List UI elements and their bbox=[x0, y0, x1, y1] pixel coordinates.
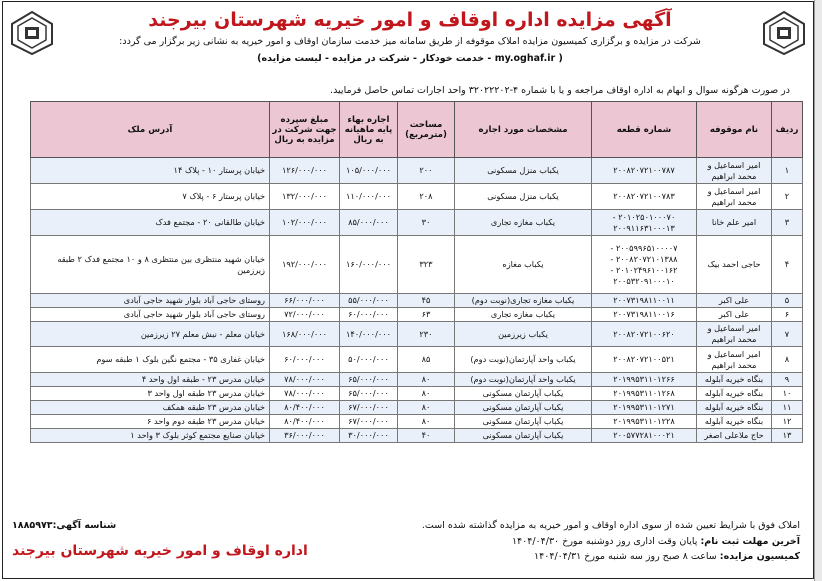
table-row bbox=[31, 347, 803, 373]
cell-deposit: ۳۶/۰۰۰/۰۰۰ bbox=[270, 429, 340, 443]
cell-no: ۱۳ bbox=[772, 429, 803, 443]
cell-area: ۸۰ bbox=[398, 373, 455, 387]
cell-rent: ۶۷/۰۰۰/۰۰۰ bbox=[340, 401, 398, 415]
table-row bbox=[31, 210, 803, 236]
cell-desc: یکباب زیرزمین bbox=[455, 322, 592, 347]
cell-rent: ۵۵/۰۰۰/۰۰۰ bbox=[340, 294, 398, 308]
cell-no: ۵ bbox=[772, 294, 803, 308]
cell-deposit: ۱۳۲/۰۰۰/۰۰۰ bbox=[270, 184, 340, 210]
cell-plot: ۲۰۱۹۹۵۳۱۱۰۱۲۶۶ bbox=[592, 373, 697, 387]
intro-path: ( my.oghaf.ir - خدمت خودکار - شرکت در مزایده - لیست مزایده) bbox=[257, 53, 563, 64]
cell-plot: ۲۰۰۷۳۱۹۸۱۱۰۰۱۱ bbox=[592, 294, 697, 308]
cell-area: ۳۲۳ bbox=[398, 236, 455, 294]
cell-address: خیابان معلم - نبش معلم ۲۷ زیرزمین bbox=[31, 322, 270, 347]
page-edge bbox=[814, 0, 822, 581]
cell-area: ۶۳ bbox=[398, 308, 455, 322]
cell-name: بنگاه خیریه آبلوله bbox=[697, 373, 772, 387]
cell-area: ۳۰ bbox=[398, 210, 455, 236]
cell-rent: ۶۵/۰۰۰/۰۰۰ bbox=[340, 373, 398, 387]
cell-desc: یکباب مغازه تجاری bbox=[455, 210, 592, 236]
cell-desc: یکباب واحد آپارتمان(نوبت دوم) bbox=[455, 347, 592, 373]
cell-rent: ۵۰/۰۰۰/۰۰۰ bbox=[340, 347, 398, 373]
cell-desc: یکباب مغازه تجاری bbox=[455, 308, 592, 322]
cell-name: حاج ملاعلی اصغر bbox=[697, 429, 772, 443]
cell-rent: ۶۰/۰۰۰/۰۰۰ bbox=[340, 308, 398, 322]
cell-name: امیر اسماعیل و محمد ابراهیم bbox=[697, 347, 772, 373]
deadline-label: آخرین مهلت ثبت نام: bbox=[700, 536, 800, 547]
cell-address: خیابان پرستار ۶ - پلاک ۷ bbox=[31, 184, 270, 210]
cell-rent: ۱۶۰/۰۰۰/۰۰۰ bbox=[340, 236, 398, 294]
commission-value: ساعت ۸ صبح روز سه شنبه مورخ ۱۴۰۴/۰۴/۳۱ bbox=[534, 551, 717, 562]
cell-plot: ۲۰۰۸۲۰۷۲۱۰۰۵۲۱ bbox=[592, 347, 697, 373]
organization-name: اداره اوقاف و امور خیریه شهرستان بیرجند bbox=[12, 543, 308, 559]
cell-desc: یکباب منزل مسکونی bbox=[455, 158, 592, 184]
cell-desc: یکباب آپارتمان مسکونی bbox=[455, 401, 592, 415]
cell-address: روستای حاجی آباد بلوار شهید حاجی آبادی bbox=[31, 308, 270, 322]
cell-area: ۲۳۰ bbox=[398, 322, 455, 347]
cell-name: علی اکبر bbox=[697, 308, 772, 322]
cell-rent: ۱۱۰/۰۰۰/۰۰۰ bbox=[340, 184, 398, 210]
table-row bbox=[31, 373, 803, 387]
col-header-deposit: مبلغ سپرده جهت شرکت در مزایده به ریال bbox=[270, 102, 340, 158]
cell-name: علی اکبر bbox=[697, 294, 772, 308]
cell-address: خیابان پرستار ۱۰ - پلاک ۱۴ bbox=[31, 158, 270, 184]
deadline-value: پایان وقت اداری روز دوشنبه مورخ ۱۴۰۴/۰۴/۳۰ bbox=[511, 536, 698, 547]
cell-rent: ۶۵/۰۰۰/۰۰۰ bbox=[340, 387, 398, 401]
cell-deposit: ۷۸/۰۰۰/۰۰۰ bbox=[270, 373, 340, 387]
table-row bbox=[31, 401, 803, 415]
cell-name: امیر اسماعیل و محمد ابراهیم bbox=[697, 184, 772, 210]
cell-plot: ۲۰۰۸۲۰۷۲۱۰۰۶۲۰ bbox=[592, 322, 697, 347]
cell-no: ۷ bbox=[772, 322, 803, 347]
table-row bbox=[31, 322, 803, 347]
table-row bbox=[31, 429, 803, 443]
cell-deposit: ۸۰/۴۰۰/۰۰۰ bbox=[270, 401, 340, 415]
cell-no: ۸ bbox=[772, 347, 803, 373]
cell-desc: یکباب مغازه bbox=[455, 236, 592, 294]
table-row bbox=[31, 294, 803, 308]
cell-plot: ۲۰۱۹۹۵۳۱۱۰۱۲۷۱ bbox=[592, 401, 697, 415]
col-header-plot: شماره قطعه bbox=[592, 102, 697, 158]
cell-plot: ۲۰۱۹۹۵۳۱۱۰۱۲۲۸ bbox=[592, 415, 697, 429]
table-header-row bbox=[31, 102, 803, 158]
cell-area: ۸۰ bbox=[398, 415, 455, 429]
cell-area: ۸۰ bbox=[398, 401, 455, 415]
cell-rent: ۱۴۰/۰۰۰/۰۰۰ bbox=[340, 322, 398, 347]
cell-desc: یکباب واحد آپارتمان(نوبت دوم) bbox=[455, 373, 592, 387]
cell-deposit: ۱۰۲/۰۰۰/۰۰۰ bbox=[270, 210, 340, 236]
cell-address: خیابان مدرس ۲۳ طبقه دوم واحد ۶ bbox=[31, 415, 270, 429]
cell-address: خیابان مدرس ۲۳ طبقه اول واحد ۳ bbox=[31, 387, 270, 401]
cell-address: خیابان طالقانی ۲۰ - مجتمع فدک bbox=[31, 210, 270, 236]
cell-name: بنگاه خیریه آبلوله bbox=[697, 401, 772, 415]
col-header-area: مساحت (مترمربع) bbox=[398, 102, 455, 158]
ad-number: شناسه آگهی:۱۸۸۵۹۷۳ bbox=[12, 520, 117, 531]
cell-name: بنگاه خیریه آبلوله bbox=[697, 415, 772, 429]
cell-name: بنگاه خیریه آبلوله bbox=[697, 387, 772, 401]
cell-rent: ۶۷/۰۰۰/۰۰۰ bbox=[340, 415, 398, 429]
endowment-logo-icon bbox=[762, 10, 806, 56]
cell-plot: ۲۰۰۷۳۱۹۸۱۱۰۰۱۶ bbox=[592, 308, 697, 322]
cell-deposit: ۱۹۲/۰۰۰/۰۰۰ bbox=[270, 236, 340, 294]
col-header-row-number: ردیف bbox=[772, 102, 803, 158]
cell-rent: ۱۰۵/۰۰۰/۰۰۰ bbox=[340, 158, 398, 184]
cell-desc: یکباب منزل مسکونی bbox=[455, 184, 592, 210]
commission-label: کمیسیون مزایده: bbox=[719, 551, 800, 562]
cell-desc: یکباب آپارتمان مسکونی bbox=[455, 429, 592, 443]
cell-no: ۹ bbox=[772, 373, 803, 387]
table-row bbox=[31, 308, 803, 322]
col-header-description: مشخصات مورد اجاره bbox=[455, 102, 592, 158]
cell-no: ۴ bbox=[772, 236, 803, 294]
cell-plot: ۲۰۰۸۲۰۷۲۱۰۰۷۸۷ bbox=[592, 158, 697, 184]
col-header-endowment: نام موقوفه bbox=[697, 102, 772, 158]
cell-no: ۱۲ bbox=[772, 415, 803, 429]
cell-rent: ۳۰/۰۰۰/۰۰۰ bbox=[340, 429, 398, 443]
cell-plot: ۲۰۱۹۹۵۳۱۱۰۱۲۶۸ bbox=[592, 387, 697, 401]
cell-deposit: ۷۲/۰۰۰/۰۰۰ bbox=[270, 308, 340, 322]
cell-area: ۲۰۸ bbox=[398, 184, 455, 210]
col-header-address: آدرس ملک bbox=[31, 102, 270, 158]
page-title: آگهی مزایده اداره اوقاف و امور خیریه شهرستان بیرجند bbox=[148, 9, 672, 31]
cell-no: ۱۱ bbox=[772, 401, 803, 415]
table-row bbox=[31, 236, 803, 294]
cell-area: ۴۰ bbox=[398, 429, 455, 443]
cell-address: خیابان مدرس ۲۳ طبقه همکف bbox=[31, 401, 270, 415]
cell-deposit: ۱۶۸/۰۰۰/۰۰۰ bbox=[270, 322, 340, 347]
cell-deposit: ۷۸/۰۰۰/۰۰۰ bbox=[270, 387, 340, 401]
auction-table bbox=[30, 101, 802, 443]
col-header-rent: اجاره بهاء پایه ماهیانه به ریال bbox=[340, 102, 398, 158]
table-row bbox=[31, 184, 803, 210]
cell-name: امیر علم خانا bbox=[697, 210, 772, 236]
cell-deposit: ۸۰/۴۰۰/۰۰۰ bbox=[270, 415, 340, 429]
cell-plot: ۲۰۰۸۲۰۷۲۱۰۰۷۸۳ bbox=[592, 184, 697, 210]
cell-address: روستای حاجی آباد بلوار شهید حاجی آبادی bbox=[31, 294, 270, 308]
cell-no: ۳ bbox=[772, 210, 803, 236]
cell-deposit: ۶۶/۰۰۰/۰۰۰ bbox=[270, 294, 340, 308]
cell-deposit: ۶۰/۰۰۰/۰۰۰ bbox=[270, 347, 340, 373]
cell-area: ۸۵ bbox=[398, 347, 455, 373]
cell-address: خیابان شهید منتظری بین منتظری ۸ و ۱۰ مجتمع فدک ۲ طبقه زیرزمین bbox=[31, 236, 270, 294]
cell-address: خیابان غفاری ۳۵ - مجتمع نگین بلوک ۱ طبقه سوم bbox=[31, 347, 270, 373]
table-row bbox=[31, 387, 803, 401]
cell-rent: ۸۵/۰۰۰/۰۰۰ bbox=[340, 210, 398, 236]
endowment-logo-icon bbox=[10, 10, 54, 56]
cell-area: ۲۰۰ bbox=[398, 158, 455, 184]
cell-name: حاجی احمد بیک bbox=[697, 236, 772, 294]
cell-no: ۱۰ bbox=[772, 387, 803, 401]
cell-deposit: ۱۲۶/۰۰۰/۰۰۰ bbox=[270, 158, 340, 184]
intro-text: شرکت در مزایده و برگزاری کمیسیون مزایده املاک موقوفه از طریق سامانه میز خدمت سازمان اوقاف و امور خیریه به نشانی زیر برگزار می گردد: bbox=[119, 36, 701, 47]
table-row bbox=[31, 158, 803, 184]
cell-name: امیر اسماعیل و محمد ابراهیم bbox=[697, 158, 772, 184]
cell-no: ۲ bbox=[772, 184, 803, 210]
cell-address: خیابان مدرس ۲۳ - طبقه اول واحد ۴ bbox=[31, 373, 270, 387]
cell-address: خیابان صنایع مجتمع کوثر بلوک ۳ واحد ۱ bbox=[31, 429, 270, 443]
cell-desc: یکباب آپارتمان مسکونی bbox=[455, 415, 592, 429]
cell-plot: ۲۰۰۵۹۹۶۵۱۰۰۰۰۷ - ۲۰۰۸۲۰۷۲۱۰۱۳۸۸ - ۲۰۱۰۲۴۹۶۱۰۰۱۶۲ - ۲۰۰۵۳۲۰۹۱۰۰۰۱۰ bbox=[592, 236, 697, 294]
cell-desc: یکباب مغازه تجاری(نوبت دوم) bbox=[455, 294, 592, 308]
table-row bbox=[31, 415, 803, 429]
cell-area: ۴۵ bbox=[398, 294, 455, 308]
cell-name: امیر اسماعیل و محمد ابراهیم bbox=[697, 322, 772, 347]
cell-desc: یکباب آپارتمان مسکونی bbox=[455, 387, 592, 401]
contact-text: در صورت هرگونه سوال و ابهام به اداره اوقاف مراجعه و یا با شماره ۴-۳۲۰۲۲۲۰۲ واحد اجارات تماس حاصل فرمایید. bbox=[330, 85, 790, 96]
cell-plot: ۲۰۰۵۷۷۲۸۱۰۰۰۲۱ bbox=[592, 429, 697, 443]
footer-note: املاک فوق با شرایط تعیین شده از سوی اداره اوقاف و امور خیریه به مزایده گذاشته شده است. bbox=[421, 520, 800, 531]
cell-plot: ۲۰۱۰۲۵۰۱۰۰۰۷۰ - ۲۰۰۹۱۱۶۳۱۰۰۰۱۳ bbox=[592, 210, 697, 236]
cell-no: ۱ bbox=[772, 158, 803, 184]
cell-area: ۸۰ bbox=[398, 387, 455, 401]
cell-no: ۶ bbox=[772, 308, 803, 322]
